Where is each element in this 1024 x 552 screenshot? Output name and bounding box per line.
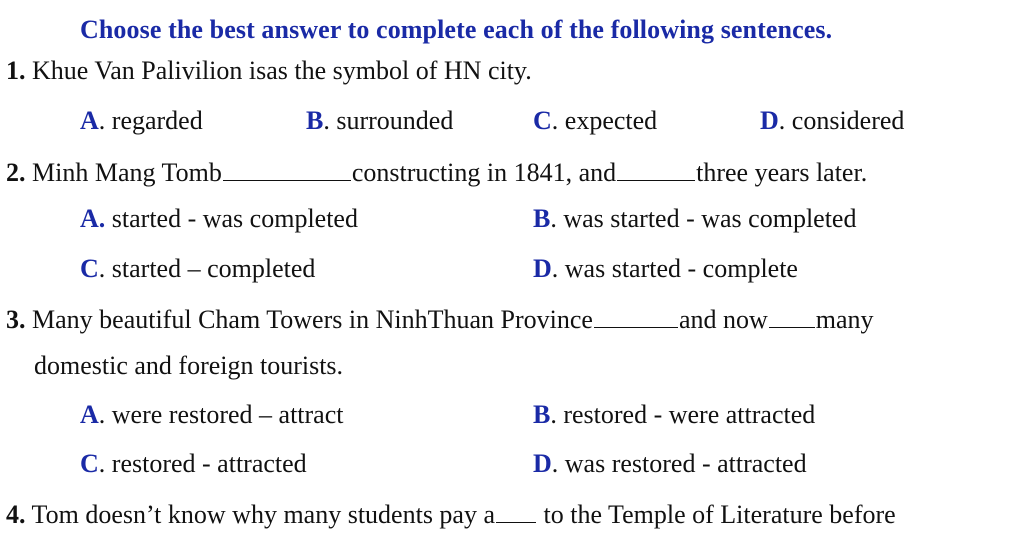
question-3-line-2: domestic and foreign tourists. <box>34 351 344 380</box>
option-letter: A <box>80 400 99 429</box>
question-text-continued: to the Temple of Literature before <box>537 500 896 529</box>
option-3b[interactable] <box>533 402 815 428</box>
question-text-continued: as the symbol of HN city. <box>266 56 532 85</box>
question-text-continued: and now <box>678 305 768 334</box>
option-text: . was started - was completed <box>550 204 857 233</box>
instructions-title: Choose the best answer to complete each of the following sentences. <box>80 15 833 44</box>
option-3a[interactable] <box>80 402 343 428</box>
option-3c[interactable] <box>80 451 307 477</box>
option-2d[interactable] <box>533 256 798 282</box>
question-text-end: many <box>815 305 874 334</box>
question-number: 4. <box>6 500 26 529</box>
option-text: . expected <box>551 106 658 135</box>
answer-blank <box>223 158 351 181</box>
option-1d[interactable] <box>760 108 904 134</box>
option-letter: C <box>80 449 99 478</box>
answer-blank <box>594 305 678 328</box>
option-text: . was restored - attracted <box>551 449 807 478</box>
question-number: 1. <box>6 56 26 85</box>
question-number: 2. <box>6 158 26 187</box>
question-text-continued: constructing in 1841, and <box>351 158 617 187</box>
option-2b[interactable] <box>533 206 856 232</box>
question-2 <box>6 158 867 186</box>
question-text-end: three years later. <box>696 158 868 187</box>
question-4 <box>6 500 896 528</box>
option-letter: D <box>533 254 552 283</box>
question-number: 3. <box>6 305 26 334</box>
question-text: Khue Van Palivilion is <box>32 56 267 85</box>
question-text: Tom doesn’t know why many students pay a <box>31 500 496 529</box>
option-1b[interactable] <box>306 108 453 134</box>
option-2c[interactable] <box>80 256 315 282</box>
option-1a[interactable] <box>80 108 203 134</box>
option-text: . regarded <box>98 106 203 135</box>
answer-blank <box>617 158 695 181</box>
option-letter: A <box>80 106 99 135</box>
option-letter: C <box>80 254 99 283</box>
answer-blank <box>496 500 536 523</box>
question-text: Many beautiful Cham Towers in NinhThuan Province <box>32 305 593 334</box>
option-text: . restored - attracted <box>98 449 307 478</box>
question-1 <box>6 58 532 84</box>
question-text: Minh Mang Tomb <box>32 158 222 187</box>
option-letter: A. <box>80 204 106 233</box>
option-letter: D <box>533 449 552 478</box>
option-text: . considered <box>778 106 905 135</box>
answer-blank <box>769 305 815 328</box>
option-text: . was started - complete <box>551 254 798 283</box>
option-text: . were restored – attract <box>98 400 344 429</box>
option-text: . started – completed <box>98 254 316 283</box>
option-letter: B <box>533 400 551 429</box>
option-1c[interactable] <box>533 108 657 134</box>
option-letter: B <box>306 106 324 135</box>
option-text: . surrounded <box>323 106 454 135</box>
option-text: . restored - were attracted <box>550 400 816 429</box>
option-text: started - was completed <box>105 204 358 233</box>
option-letter: B <box>533 204 551 233</box>
option-letter: D <box>760 106 779 135</box>
option-2a[interactable] <box>80 206 358 232</box>
question-3 <box>6 305 874 333</box>
option-letter: C <box>533 106 552 135</box>
option-3d[interactable] <box>533 451 807 477</box>
